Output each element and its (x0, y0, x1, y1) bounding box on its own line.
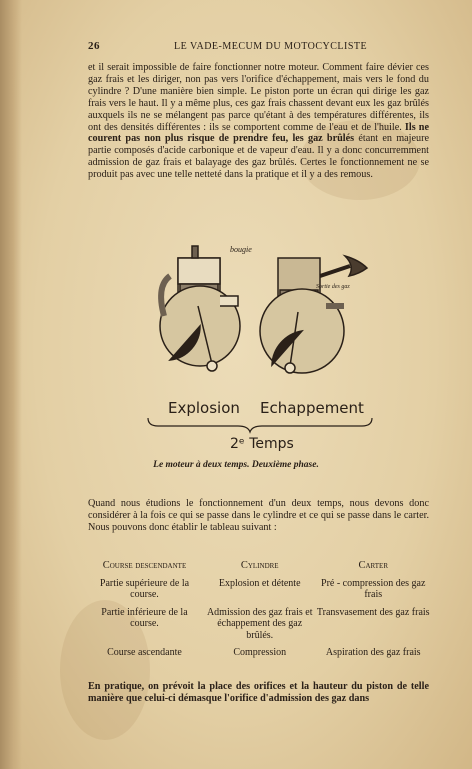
page-gutter (0, 0, 22, 769)
running-title: LE VADE-MECUM DU MOTOCYCLISTE (174, 41, 368, 52)
phase-table (86, 560, 430, 665)
paragraph-1-text: et il serait impossible de faire fonctionner notre moteur. Comment faire dévier ces gaz frais et les diriger, non pas vers l'orifice d'échappement, mais vers le fond du cylindre ? D'une manière bien simple. Le piston porte un écran qui dirige les gaz frais vers le haut. Il y a même plus, ces gaz frais chassent devant eux les gaz brûlés auxquels ils ne se mélangent pas parce qu'étant à des températures différentes, ils ont des densités différentes : ils se comportent comme de l'eau et de l'huile. (88, 62, 429, 133)
engine-diagram (140, 236, 380, 466)
label-sortie-gaz: Sortie des gaz (316, 284, 350, 290)
label-bougie: bougie (230, 245, 252, 254)
paragraph-1-bold: Ils ne courent pas non plus risque de prendre feu, les gaz brûlés (88, 121, 429, 145)
table-header: Carter (358, 560, 388, 571)
table-cell: Partie supérieure de la course. (99, 577, 190, 600)
figure-caption: Le moteur à deux temps. Deuxième phase. (153, 460, 319, 470)
table-cell: Transvasement des gaz frais (316, 606, 430, 618)
left-engine (160, 246, 240, 371)
table-cell: Aspiration des gaz frais (325, 647, 421, 658)
page-number: 26 (88, 40, 100, 52)
table-header: Course descendante (102, 560, 187, 571)
table-cell: Admission des gaz frais et échappement des gaz brûlés. (206, 606, 313, 641)
label-brace (148, 418, 372, 432)
label-deuxieme-temps: 2ᵉ Temps (230, 436, 294, 452)
paragraph-2: Quand nous étudions le fonctionnement d'un deux temps, nous devons donc considérer à la fois ce qui se passe dans le cylindre et ce qui se passe dans le carter. Nous pouvons donc établir le tableau suivant : (88, 498, 429, 533)
table-row (86, 647, 430, 665)
right-engine (260, 256, 367, 373)
table-cell: Partie inférieure de la course. (101, 606, 188, 629)
table-header: Cylindre (240, 560, 279, 571)
label-explosion: Explosion (168, 399, 240, 417)
paragraph-1 (88, 62, 429, 181)
paragraph-3: En pratique, on prévoit la place des orifices et la hauteur du piston de telle manière que celui-ci démasque l'orifice d'admission des gaz dans (88, 681, 429, 704)
table-cell: Explosion et détente (218, 577, 301, 589)
table-row (86, 578, 430, 607)
table-cell: Course ascendante (107, 647, 182, 658)
table-cell: Pré - compression des gaz frais (321, 577, 426, 600)
label-echappement: Echappement (260, 399, 364, 417)
paragraph-1-text-end: étant en majeure partie composés d'acide carbonique et de vapeur d'eau. Il y a donc concurremment admission de gaz frais et balayage des gaz brûlés. Certes le fonctionnement ne se produit pas avec une telle netteté dans la pratique et il y a des remous. (88, 133, 430, 181)
table-header-row (86, 560, 430, 578)
table-row (86, 607, 430, 648)
table-cell: Compression (233, 647, 287, 658)
